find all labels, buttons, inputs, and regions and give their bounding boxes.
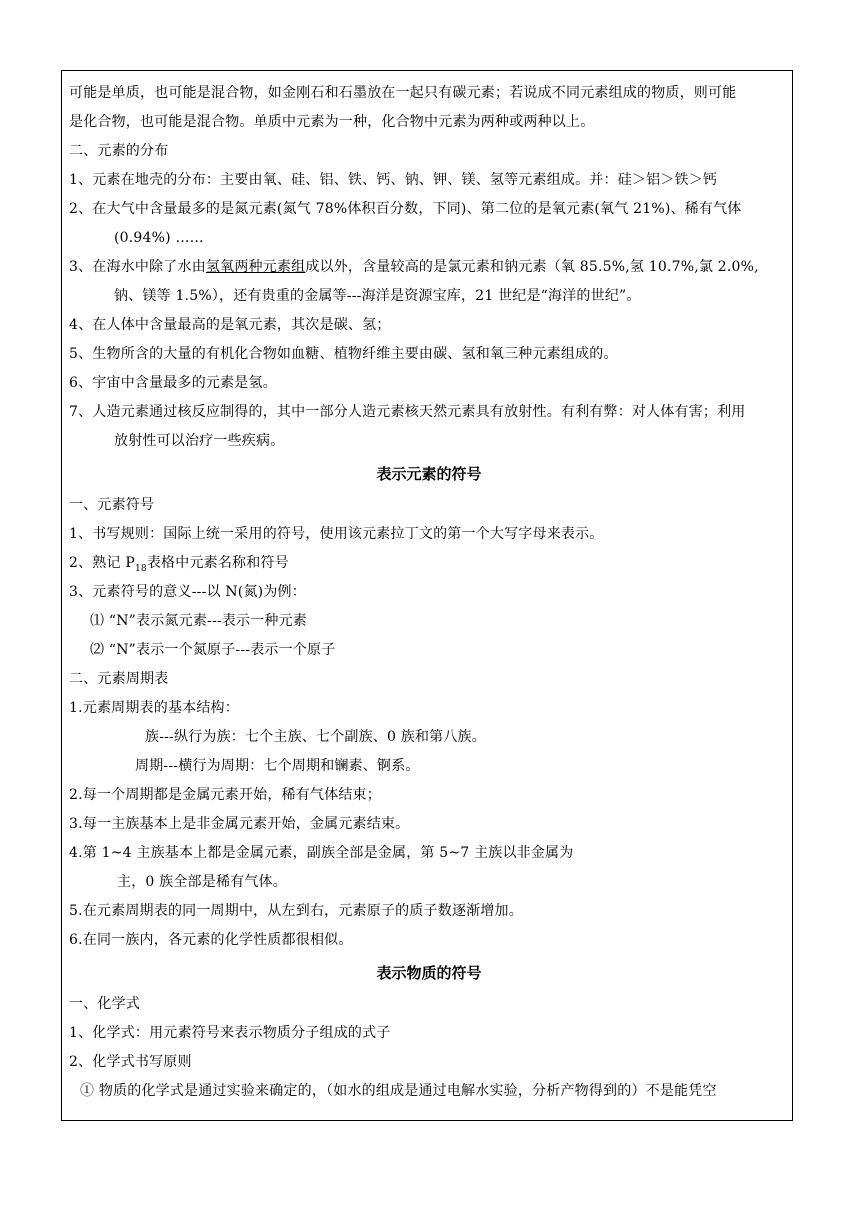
text-line: 可能是单质，也可能是混合物，如金刚石和石墨放在一起只有碳元素；若说成不同元素组成的物质，则可能 [69, 85, 737, 101]
text-line: 主，0 族全部是稀有气体。 [117, 874, 287, 890]
section-title: 表示元素的符号 [376, 465, 482, 483]
section-heading: 一、化学式 [69, 996, 140, 1012]
list-item: ⑴ “N”表示氮元素---表示一种元素 [90, 613, 308, 629]
text-line: 钠、镁等 1.5%），还有贵重的金属等---海洋是资源宝库，21 世纪是“海洋的世纪”。 [114, 288, 641, 304]
text-line: 5.在元素周期表的同一周期中，从左到右，元素原子的质子数逐渐增加。 [69, 903, 523, 919]
text-line: 3、元素符号的意义---以 N(氮)为例： [69, 584, 306, 600]
text-line: 1、元素在地壳的分布：主要由氧、硅、铝、铁、钙、钠、钾、镁、氢等元素组成。并：硅＞铝＞铁＞钙 [69, 172, 718, 188]
section-heading: 二、元素的分布 [69, 143, 169, 159]
text-line: 7、人造元素通过核反应制得的，其中一部分人造元素核天然元素具有放射性。有利有弊：对人体有害；利用 [69, 404, 746, 420]
text-line: 放射性可以治疗一些疾病。 [114, 433, 285, 449]
list-item: ① 物质的化学式是通过实验来确定的，（如水的组成是通过电解水实验，分析产物得到的）不是能凭空 [80, 1083, 717, 1099]
text-line: 2、在大气中含量最多的是氮元素(氮气 78%体积百分数，下同)、第二位的是氧元素(氧气 21%)、稀有气体 [69, 201, 742, 217]
text-segment: 成以外，含量较高的是氯元素和钠元素（氧 85.5%,氢 10.7%,氯 2.0%, [305, 259, 759, 275]
text-line [69, 554, 289, 578]
section-heading: 一、元素符号 [69, 497, 155, 513]
text-line: 1、化学式：用元素符号来表示物质分子组成的式子 [69, 1025, 391, 1041]
text-line: 2.每一个周期都是金属元素开始，稀有气体结束； [69, 787, 381, 803]
text-line: 族---纵行为族：七个主族、七个副族、0 族和第八族。 [145, 729, 486, 745]
section-heading: 二、元素周期表 [69, 671, 169, 687]
text-line: 4、在人体中含量最高的是氧元素，其次是碳、氢； [69, 317, 391, 333]
list-item: ⑵ “N”表示一个氮原子---表示一个原子 [90, 642, 336, 658]
text-line: 6、宇宙中含量最多的元素是氢。 [69, 375, 277, 391]
text-segment: 2、熟记 P [69, 555, 135, 571]
text-line: 3.每一主族基本上是非金属元素开始，金属元素结束。 [69, 816, 410, 832]
text-segment: 3、在海水中除了水由 [69, 259, 206, 275]
page-subscript: 18 [134, 563, 147, 574]
text-line: 是化合物，也可能是混合物。单质中元素为一种，化合物中元素为两种或两种以上。 [69, 114, 595, 130]
underlined-text: 氢氧两种元素组 [205, 259, 306, 275]
text-line: (0.94%) …… [114, 230, 204, 246]
text-line: 5、生物所含的大量的有机化合物如血糖、植物纤维主要由碳、氢和氧三种元素组成的。 [69, 346, 618, 362]
text-segment: 表格中元素名称和符号 [146, 555, 289, 571]
text-line: 周期---横行为周期：七个周期和镧素、锕系。 [135, 758, 420, 774]
text-line: 1、书写规则：国际上统一采用的符号，使用该元素拉丁文的第一个大写字母来表示。 [69, 526, 604, 542]
text-line: 2、化学式书写原则 [69, 1054, 192, 1070]
text-line: 1.元素周期表的基本结构： [69, 700, 239, 716]
text-line: 4.第 1~4 主族基本上都是金属元素，副族全部是金属，第 5~7 主族以非金属为 [69, 845, 574, 861]
section-title: 表示物质的符号 [376, 964, 482, 982]
text-line: 6.在同一族内，各元素的化学性质都很相似。 [69, 932, 353, 948]
text-line [69, 258, 759, 276]
